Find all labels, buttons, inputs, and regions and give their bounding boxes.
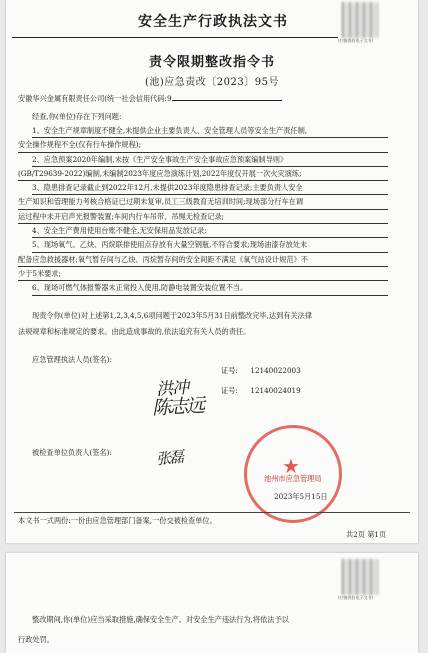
cert-1-number: 12140022003 — [250, 366, 301, 375]
footer-rule — [14, 512, 410, 513]
addressee-blank — [172, 100, 282, 101]
issue-item-5-line-1: 5、现场氧气、乙炔、丙烷联排使用点存放有大量空钢瓶,不符合要求;现场油漆存放处未 — [32, 238, 388, 252]
document-title: 责令限期整改指令书 — [148, 55, 275, 70]
inspected-label: 被检查单位负责人(签名): — [32, 448, 112, 457]
header-rule — [12, 37, 338, 38]
cert-2-number: 12140024019 — [250, 386, 301, 395]
qr-caption-page-2: (扫描查验电子文书) — [338, 595, 374, 600]
issue-item-6-line-1: 6、现场可燃气体报警器未正常投入使用,防静电装置安装位置不当。 — [32, 281, 388, 295]
qr-code-icon[interactable] — [342, 2, 378, 38]
cert-2-label: 证号: — [221, 386, 238, 395]
issue-item-4-line-1: 4、安全生产费用使用台账不健全,无安保用品发放记录; — [32, 224, 388, 238]
issue-item-3-line-3: 运过程中未开启声光报警装置;车间内行车吊带、吊绳无检查记录; — [18, 210, 388, 224]
issue-item-2-line-1: 2、应急预案2020年编制,未按《生产安全事故生产安全事故应急预案编制导则》 — [32, 153, 388, 167]
document-page-2 — [6, 553, 418, 653]
officers-label: 应急管理执法人员(签名): — [32, 355, 112, 364]
qr-caption: (扫描查验电子文书) — [338, 38, 374, 43]
document-header — [6, 0, 418, 44]
document-date: 2023年5月15日 — [274, 492, 328, 501]
issue-item-3-line-2: 生产知识和管理能力考核合格证已过期未复审,员工三级教育无培训时间;现场部分行车在调 — [18, 195, 388, 209]
inspected-signature: 张磊 — [155, 447, 183, 469]
officer-1-signature: 洪冲 — [155, 377, 189, 401]
seal-star-icon: ★ — [282, 454, 300, 478]
addressee-text: 安徽华兴金属有限责任公司(统一社会信用代码:9 — [18, 94, 172, 103]
issue-list — [18, 124, 388, 296]
issue-item-3-line-1: 3、隐患排查记录截止到2022年12月,未提供2023年度隐患排查记录;主要负责人安全 — [32, 181, 388, 195]
intro-text: 经查,你(单位)存在下列问题: — [32, 112, 122, 121]
order-line-1 — [32, 309, 312, 323]
cert-1-label: 证号: — [221, 366, 238, 375]
addressee — [18, 92, 282, 106]
issue-item-1-line-2: 安全操作规程不全(仅有行车操作规程); — [18, 138, 388, 152]
order-line-1-text: 现责令你(单位)对上述第1,2,3,4,5,6项问题于2023年5月31日前整改完毕,达到有关法律 — [32, 311, 313, 320]
document-page-1 — [6, 0, 418, 543]
footnote: 本文书一式两份:一份由应急管理部门备案,一份交被检查单位。 — [18, 516, 217, 525]
seal-text: 池州市应急管理局 — [264, 474, 322, 483]
page-2-line-1: 整改期间,你(单位)应当采取措施,确保安全生产。对安全生产违法行为,将依法予以 — [32, 615, 289, 624]
issue-item-5-line-2: 配备应急救援器材;氧气暂存间与乙炔、丙烷暂存间的安全间距不满足《氧气站设计规范》不 — [18, 253, 388, 267]
header-title: 安全生产行政执法文书 — [138, 14, 288, 30]
issue-item-1-line-1: 1、安全生产规章制度不健全,未提供企业主要负责人、安全管理人员等安全生产责任制, — [32, 124, 388, 138]
cert-1 — [221, 364, 301, 378]
page-info: 共2页 第1页 — [346, 530, 387, 539]
issue-item-2-line-2: (GB/T29639-2022)编制,未编制2023年度应急演练计划,2022年度仅开展一次火灾演练; — [18, 167, 388, 181]
issue-item-5-line-3: 少于5米要求; — [18, 267, 388, 281]
cert-2 — [221, 384, 301, 398]
qr-code-icon-page-2[interactable] — [342, 559, 378, 595]
document-number: (池)应急责改〔2023〕95号 — [145, 77, 279, 88]
officer-2-signature: 陈志远 — [151, 394, 204, 420]
order-line-2: 法规规章和标准规定的要求。由此造成事故的,依法追究有关人员的责任。 — [18, 327, 251, 336]
page-2-line-2: 行政处罚。 — [18, 635, 54, 644]
